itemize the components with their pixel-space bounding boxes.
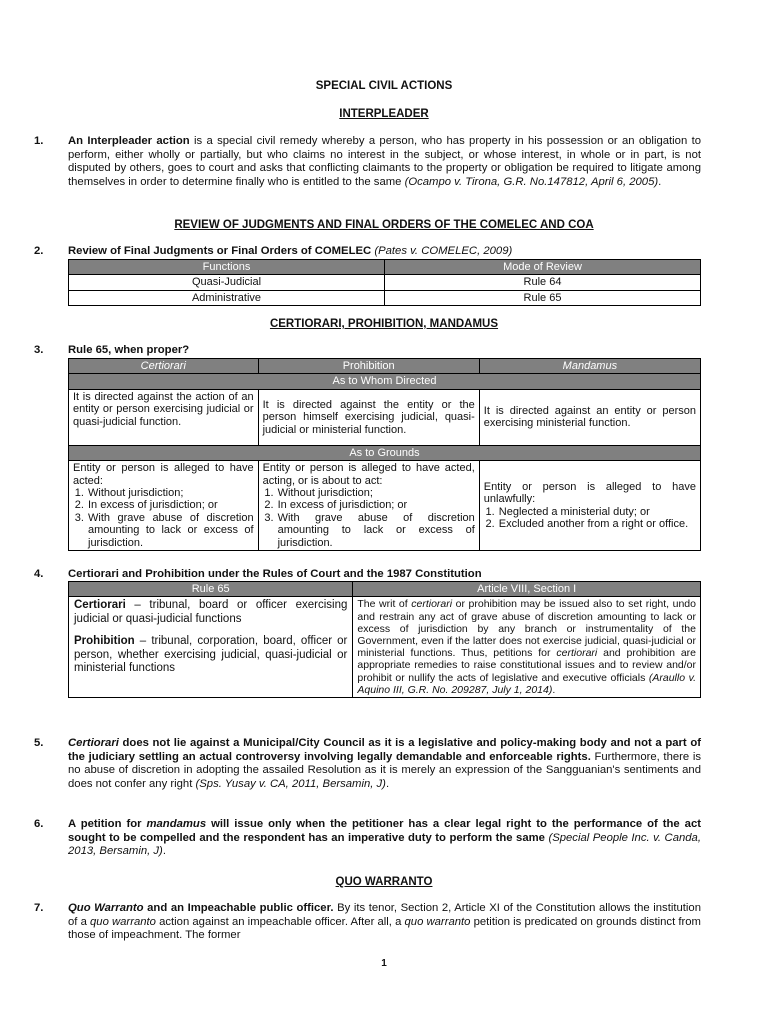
item-1-lead: An Interpleader action [68, 135, 190, 147]
list-item: 3. With grave abuse of discretion amounting to lack or excess of jurisdiction. [277, 512, 475, 549]
table-cell [69, 597, 353, 698]
item-number: 5. [34, 737, 44, 749]
table-header: Mandamus [479, 359, 700, 374]
list-item: 1. Without jurisdiction; [277, 487, 475, 499]
item-7-text: action against an impeachable officer. After all, a [155, 915, 405, 928]
table-row [69, 461, 701, 551]
section-heading-review: REVIEW OF JUDGMENTS AND FINAL ORDERS OF THE COMELEC AND COA [174, 219, 594, 231]
article-citation: (Araullo v. Aquino III, G.R. No. 209287, July 1, 2014) [357, 671, 696, 696]
item-5-end: . [385, 777, 390, 790]
grounds-intro: Entity or person is alleged to have acted, acting, or is about to act: [262, 462, 475, 487]
table-header: Prohibition [258, 359, 479, 374]
table-cell: Quasi-Judicial [69, 275, 385, 290]
certiorari-term: Certiorari [74, 599, 126, 612]
certiorari-definition [74, 599, 347, 626]
comelec-review-table [68, 259, 701, 306]
prohibition-term: Prohibition [74, 635, 135, 648]
table-header: Article VIII, Section I [353, 582, 701, 597]
item-number: 7. [34, 902, 44, 914]
article-text: The writ of [357, 598, 412, 611]
table-cell [258, 461, 479, 551]
item-1-text: is a special civil remedy whereby a person, who has property in his possession or an obligation to perform, either wholly or partially, but who claims no interest in the subject, or whose interest, in whole or in part, is not disputed by others, goes to court and asks that conflicting claimants to the property or obligation be required to litigate among themselves in order to determine finally who is entitled to the same [68, 135, 701, 188]
item-3-heading [68, 344, 701, 358]
section-heading-certiorari: CERTIORARI, PROHIBITION, MANDAMUS [269, 318, 499, 330]
prohibition-definition [74, 635, 347, 675]
section-heading-quo-warranto: QUO WARRANTO [335, 876, 433, 888]
table-header: Functions [69, 260, 385, 275]
table-cell [353, 597, 701, 698]
table-cell: Rule 65 [385, 290, 701, 305]
list-item: 3. With grave abuse of discretion amounting to lack or excess of jurisdiction. [87, 512, 254, 549]
table-header: Certiorari [69, 359, 259, 374]
item-7-lead-italic: Quo Warranto [68, 902, 144, 914]
item-1-end: . [658, 175, 662, 188]
item-7-text: By its tenor, Section 2, Article XI of the Constitution allows the institution of a [68, 902, 701, 928]
item-number: 2. [34, 245, 44, 257]
item-7-paragraph [68, 902, 701, 943]
rule-65-table [68, 358, 701, 551]
certiorari-text: – tribunal, board or officer exercising judicial or quasi-judicial functions [74, 599, 348, 625]
list-item: 2. Excluded another from a right or office. [498, 518, 696, 530]
grounds-intro: Entity or person is alleged to have acted: [73, 462, 254, 487]
item-7-italic: quo warranto [90, 915, 156, 928]
grounds-intro: Entity or person is alleged to have unlawfully: [483, 480, 696, 506]
item-6-citation: (Special People Inc. v. Canda, 2013, Bersamin, J) [68, 831, 701, 857]
table-cell: It is directed against the entity or the person himself exercising judicial, quasi-judicial or ministerial function. [258, 389, 479, 445]
item-2-heading [68, 245, 701, 259]
article-italic: certiorari [411, 598, 453, 611]
item-5-paragraph [68, 737, 701, 791]
item-6-end: . [162, 845, 166, 857]
list-item: 2. In excess of jurisdiction; or [87, 499, 254, 511]
item-6-paragraph [68, 818, 701, 859]
table-cell: Administrative [69, 290, 385, 305]
group-header-grounds: As to Grounds [69, 445, 701, 460]
table-row [69, 389, 701, 445]
list-item: 1. Without jurisdiction; [87, 487, 254, 499]
item-2-lead: Review of Final Judgments or Final Orders of COMELEC [68, 245, 372, 257]
article-text: and prohibition are appropriate remedies to raise constitutional issues and to review and/or prohibit or nullify the acts of legislative and executive officials [357, 647, 696, 684]
page-number: 1 [381, 958, 387, 969]
table-header: Mode of Review [385, 260, 701, 275]
item-7-text: petition is predicated on grounds distinct from those of impeachment. The former [68, 915, 701, 941]
table-row [69, 290, 701, 305]
item-number: 1. [34, 135, 44, 147]
article-end: . [552, 683, 556, 696]
article-italic: certiorari [556, 647, 598, 660]
item-3-lead: Rule 65, when proper? [68, 344, 190, 356]
table-cell: It is directed against an entity or person exercising ministerial function. [479, 389, 700, 445]
table-header: Rule 65 [69, 582, 353, 597]
item-7-lead: and an Impeachable public officer. [143, 902, 334, 914]
article-text: or prohibition may be issued also to set right, undo and restrain any act of grave abuse of discretion amounting to lack or excess of jurisdiction by any branch or instrumentality of the Government, even if the latter does not exercise judicial, quasi-judicial or ministerial functions. Thus, petitions for [357, 598, 696, 660]
item-2-citation: (Pates v. COMELEC, 2009) [371, 245, 513, 257]
item-7-italic: quo warranto [404, 915, 471, 928]
table-cell: Rule 64 [385, 275, 701, 290]
list-item: 2. In excess of jurisdiction; or [277, 499, 475, 511]
item-5-text: Furthermore, there is no abuse of discretion in adopting the assailed Resolution as it is merely an expression of the Sangguanian's sentiments and does not confer any right [68, 750, 701, 790]
prohibition-text: – tribunal, corporation, board, officer or person, whether exercising judicial, quasi-judicial or ministerial functions [74, 635, 348, 675]
item-6-lead: A petition for [68, 818, 147, 830]
table-cell: It is directed against the action of an entity or person exercising judicial or quasi-judicial function. [69, 389, 259, 445]
item-6-lead-italic: mandamus [146, 818, 207, 830]
item-number: 3. [34, 344, 44, 356]
group-header-whom: As to Whom Directed [69, 374, 701, 389]
item-1-citation: (Ocampo v. Tirona, G.R. No.147812, April 6, 2005) [404, 175, 659, 188]
item-number: 4. [34, 568, 44, 580]
item-5-lead-italic: Certiorari [68, 737, 119, 749]
table-row [69, 275, 701, 290]
certiorari-prohibition-table [68, 581, 701, 698]
item-4-lead: Certiorari and Prohibition under the Rules of Court and the 1987 Constitution [68, 568, 482, 580]
item-4-heading [68, 568, 701, 582]
item-5-citation: (Sps. Yusay v. CA, 2011, Bersamin, J) [195, 777, 386, 790]
table-cell [69, 461, 259, 551]
item-6-lead: will issue only when the petitioner has a clear legal right to the performance of the act sought to be compelled and the respondent has an imperative duty to perform the same [68, 818, 701, 844]
table-row [69, 597, 701, 698]
document-title: SPECIAL CIVIL ACTIONS [315, 80, 453, 92]
item-1-paragraph [68, 135, 701, 189]
list-item: 1. Neglected a ministerial duty; or [498, 506, 696, 518]
table-cell [479, 461, 700, 551]
item-5-lead: does not lie against a Municipal/City Council as it is a legislative and policy-making body and not a part of the judiciary settling an actual controversy involving legally demandable and enforceable rights. [68, 737, 701, 763]
item-number: 6. [34, 818, 44, 830]
section-heading-interpleader: INTERPLEADER [339, 108, 429, 120]
